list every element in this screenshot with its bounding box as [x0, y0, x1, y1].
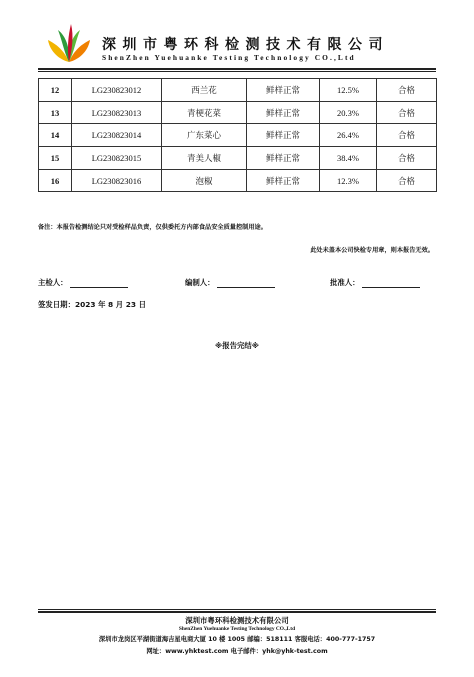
cell-index: 13 [39, 101, 72, 124]
cell-sample-name: 广东菜心 [162, 124, 247, 147]
company-name-en: ShenZhen Yuehuanke Testing Technology CO.,Ltd [102, 53, 356, 62]
compiler-signature [185, 277, 275, 288]
cell-inhibition-rate: 20.3% [320, 101, 377, 124]
cell-inhibition-rate: 12.5% [320, 79, 377, 102]
header-rule-thin [38, 71, 436, 72]
table-row [39, 79, 437, 102]
cell-result: 合格 [377, 124, 437, 147]
cell-sample-state: 鲜样正常 [247, 147, 320, 170]
leaf-sprout-logo-icon [44, 22, 94, 66]
cell-inhibition-rate: 38.4% [320, 147, 377, 170]
cell-result: 合格 [377, 169, 437, 192]
cell-inhibition-rate: 26.4% [320, 124, 377, 147]
cell-sample-code: LG230823014 [72, 124, 162, 147]
cell-sample-code: LG230823012 [72, 79, 162, 102]
approver-line [362, 279, 420, 288]
cell-sample-name: 西兰花 [162, 79, 247, 102]
cell-sample-name: 青梗花菜 [162, 101, 247, 124]
cell-sample-name: 泡椒 [162, 169, 247, 192]
cell-sample-code: LG230823016 [72, 169, 162, 192]
table-row [39, 169, 437, 192]
approver-signature [330, 277, 420, 288]
cell-result: 合格 [377, 101, 437, 124]
inspector-signature [38, 277, 128, 288]
cell-sample-code: LG230823013 [72, 101, 162, 124]
approver-label: 批准人： [330, 278, 360, 287]
report-end-mark: ※报告完结※ [215, 341, 259, 350]
cell-index: 16 [39, 169, 72, 192]
header-rule [38, 68, 436, 70]
inspector-line [70, 279, 128, 288]
cell-sample-state: 鲜样正常 [247, 169, 320, 192]
remark-note: 备注：本报告检测结论只对受检样品负责，仅供委托方内部食品安全质量控制用途。 [38, 224, 267, 231]
cell-result: 合格 [377, 147, 437, 170]
cell-index: 12 [39, 79, 72, 102]
issue-date: 签发日期：2023 年 8 月 23 日 [38, 300, 146, 309]
report-header [0, 0, 474, 72]
cell-index: 14 [39, 124, 72, 147]
cell-inhibition-rate: 12.3% [320, 169, 377, 192]
cell-index: 15 [39, 147, 72, 170]
cell-sample-state: 鲜样正常 [247, 79, 320, 102]
cell-result: 合格 [377, 79, 437, 102]
cell-sample-state: 鲜样正常 [247, 101, 320, 124]
footer-rule [38, 611, 436, 613]
results-table [38, 78, 437, 192]
table-row [39, 147, 437, 170]
table-row [39, 101, 437, 124]
footer-company-en: ShenZhen Yuehuanke Testing Technology CO.,Ltd [178, 626, 296, 632]
compiler-line [217, 279, 275, 288]
footer-company-cn: 深圳市粤环科检测技术有限公司 [185, 616, 289, 625]
cell-sample-state: 鲜样正常 [247, 124, 320, 147]
footer-web: 网址：www.yhktest.com 电子邮件：yhk@yhk-test.com [146, 648, 328, 655]
footer-rule-thin [38, 609, 436, 610]
footer-address: 深圳市龙岗区平湖街道海吉星电商大厦 10 楼 1005 邮编：518111 客服电话：400-777-1757 [98, 636, 376, 643]
cell-sample-code: LG230823015 [72, 147, 162, 170]
compiler-label: 编制人： [185, 278, 215, 287]
table-row [39, 124, 437, 147]
cell-sample-name: 青美人椒 [162, 147, 247, 170]
seal-note: 此处未盖本公司快检专用章，则本报告无效。 [310, 247, 434, 254]
company-name-cn: 深圳市粤环科检测技术有限公司 [102, 37, 389, 53]
inspector-label: 主检人： [38, 278, 68, 287]
